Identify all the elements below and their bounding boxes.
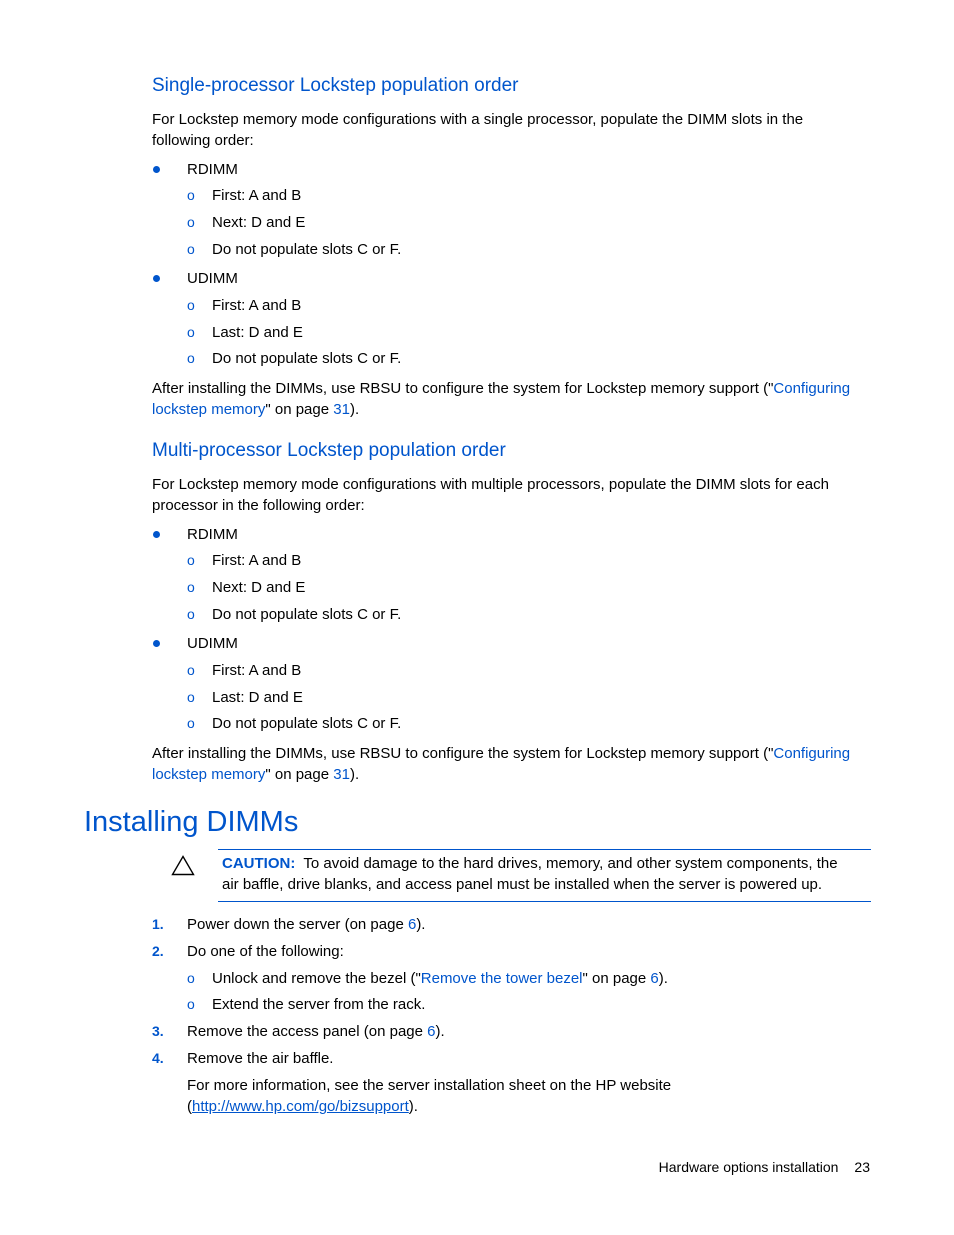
configuring-lockstep-link[interactable]: lockstep memory xyxy=(152,766,266,783)
after-text-mid: " on page xyxy=(265,766,334,783)
sub-list-item: Do not populate slots C or F. xyxy=(212,715,402,732)
sub-bullet-icon: o xyxy=(187,214,195,230)
after-text-start: After installing the DIMMs, use RBSU to configure the system for Lockstep memory support (" xyxy=(152,380,774,397)
after-text xyxy=(152,399,359,420)
bullet-icon xyxy=(153,166,160,173)
page-title: Installing DIMMs xyxy=(84,806,299,838)
caution-text-line1: To avoid damage to the hard drives, memory, and other system components, the xyxy=(303,855,838,872)
configuring-lockstep-link[interactable]: lockstep memory xyxy=(152,401,266,418)
list-item: UDIMM xyxy=(187,635,238,652)
sub-bullet-icon: o xyxy=(187,241,195,257)
sub-list-item: Do not populate slots C or F. xyxy=(212,606,402,623)
bullet-icon xyxy=(153,640,160,647)
step-number: 4. xyxy=(152,1050,164,1066)
sub-bullet-icon: o xyxy=(187,552,195,568)
configuring-lockstep-link[interactable]: Configuring xyxy=(773,380,851,397)
sub-list-item: Last: D and E xyxy=(212,324,303,341)
sub-list-item: Next: D and E xyxy=(212,214,306,231)
step-number: 3. xyxy=(152,1023,164,1039)
step-number: 2. xyxy=(152,943,164,959)
intro-text: For Lockstep memory mode configurations with a single processor, populate the DIMM slots in the xyxy=(152,111,804,128)
bullet-icon xyxy=(153,531,160,538)
step-text-end: ). xyxy=(416,916,426,933)
step-text: Do one of the following: xyxy=(187,943,344,960)
paren-close: ). xyxy=(408,1098,418,1115)
page-link[interactable]: 31 xyxy=(333,766,350,783)
footer-section: Hardware options installation xyxy=(658,1159,839,1175)
step-number: 1. xyxy=(152,916,164,932)
section-heading: Multi-processor Lockstep population order xyxy=(152,440,506,461)
page-footer xyxy=(659,1159,870,1175)
caution-text xyxy=(222,853,838,874)
sub-bullet-icon: o xyxy=(187,715,195,731)
sub-text-end: ). xyxy=(658,970,668,987)
remove-tower-bezel-link[interactable]: Remove the tower bezel xyxy=(420,970,583,987)
sub-text-mid: " on page xyxy=(582,970,651,987)
warning-triangle-icon xyxy=(171,855,195,876)
sub-bullet-icon: o xyxy=(187,606,195,622)
sub-list-item: Next: D and E xyxy=(212,579,306,596)
after-text-end: ). xyxy=(349,766,360,783)
step-text-start: Remove the access panel (on page xyxy=(187,1023,428,1040)
paren-open: ( xyxy=(187,1098,192,1115)
caution-bottom-rule xyxy=(218,901,871,902)
intro-text: following order: xyxy=(152,132,254,149)
page-link[interactable]: 6 xyxy=(427,1023,436,1040)
sub-list-item xyxy=(212,968,668,989)
sub-text-start: Unlock and remove the bezel (" xyxy=(212,970,421,987)
sub-list-item: Last: D and E xyxy=(212,689,303,706)
page-link[interactable]: 31 xyxy=(333,401,350,418)
step-text-end: ). xyxy=(435,1023,445,1040)
list-item: RDIMM xyxy=(187,161,238,178)
sub-bullet-icon: o xyxy=(187,324,195,340)
page-number: 23 xyxy=(854,1159,870,1175)
more-info-text xyxy=(187,1096,418,1117)
sub-list-item: Extend the server from the rack. xyxy=(212,996,426,1013)
after-text xyxy=(152,378,850,399)
list-item: RDIMM xyxy=(187,526,238,543)
sub-bullet-icon: o xyxy=(187,297,195,313)
step-text xyxy=(187,914,425,935)
after-text xyxy=(152,764,359,785)
caution-label: CAUTION: xyxy=(222,855,296,872)
sub-bullet-icon: o xyxy=(187,187,195,203)
page-link[interactable]: 6 xyxy=(650,970,659,987)
sub-bullet-icon: o xyxy=(187,689,195,705)
sub-list-item: First: A and B xyxy=(212,662,302,679)
caution-top-rule xyxy=(218,849,871,850)
sub-list-item: First: A and B xyxy=(212,552,302,569)
list-item: UDIMM xyxy=(187,270,238,287)
after-text-start: After installing the DIMMs, use RBSU to configure the system for Lockstep memory support (" xyxy=(152,745,774,762)
after-text-mid: " on page xyxy=(265,401,334,418)
sub-list-item: Do not populate slots C or F. xyxy=(212,350,402,367)
sub-bullet-icon: o xyxy=(187,662,195,678)
step-text: Remove the air baffle. xyxy=(187,1050,334,1067)
intro-text: processor in the following order: xyxy=(152,497,365,514)
sub-list-item: First: A and B xyxy=(212,297,302,314)
hp-bizsupport-link[interactable]: http://www.hp.com/go/bizsupport xyxy=(192,1098,409,1115)
step-text xyxy=(187,1021,445,1042)
step-text-start: Power down the server (on page xyxy=(187,916,408,933)
more-info-text: For more information, see the server installation sheet on the HP website xyxy=(187,1077,672,1094)
after-text-end: ). xyxy=(349,401,360,418)
caution-text-line2: air baffle, drive blanks, and access panel must be installed when the server is powered up. xyxy=(222,876,823,893)
sub-bullet-icon: o xyxy=(187,579,195,595)
sub-list-item: Do not populate slots C or F. xyxy=(212,241,402,258)
bullet-icon xyxy=(153,275,160,282)
section-heading: Single-processor Lockstep population order xyxy=(152,75,519,96)
sub-bullet-icon: o xyxy=(187,970,195,986)
sub-bullet-icon: o xyxy=(187,350,195,366)
page-link[interactable]: 6 xyxy=(407,916,417,933)
sub-list-item: First: A and B xyxy=(212,187,302,204)
after-text xyxy=(152,743,850,764)
sub-bullet-icon: o xyxy=(187,996,195,1012)
intro-text: For Lockstep memory mode configurations with multiple processors, populate the DIMM slots for each xyxy=(152,476,829,493)
configuring-lockstep-link[interactable]: Configuring xyxy=(773,745,851,762)
